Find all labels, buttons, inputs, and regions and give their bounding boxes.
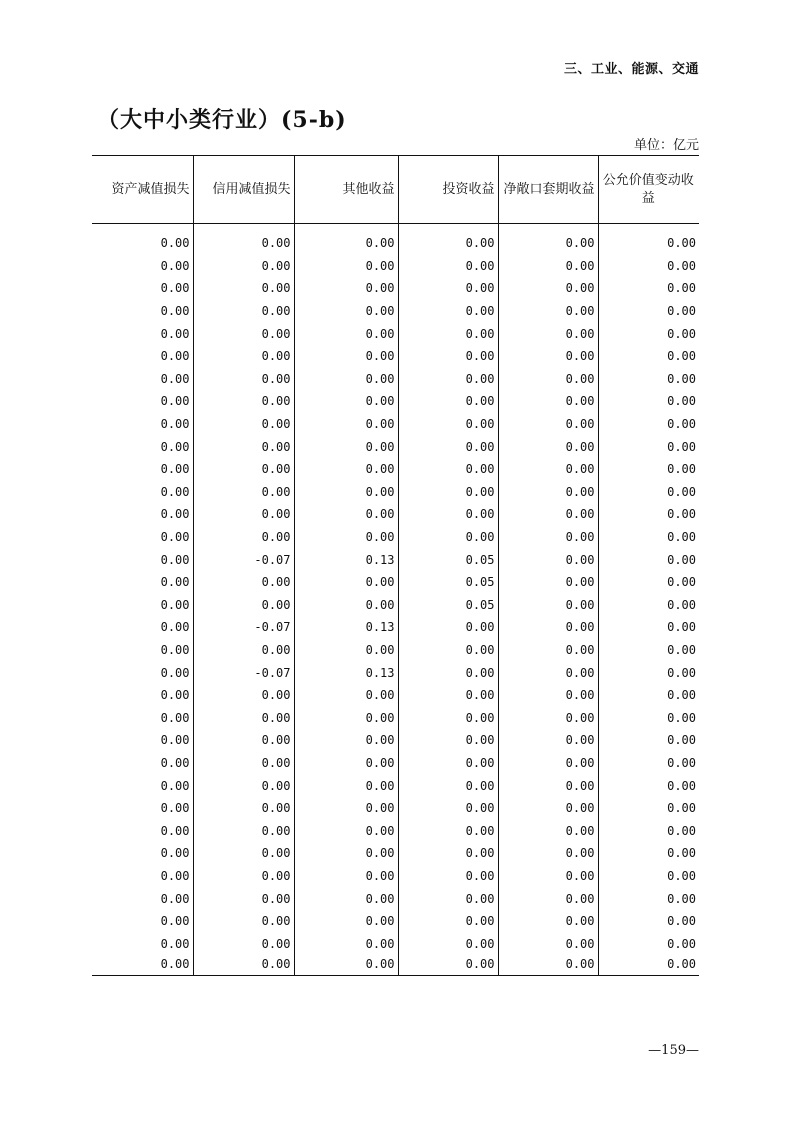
table-cell: 0.00 [160, 778, 190, 793]
table-row [92, 661, 699, 684]
table-cell: 0.00 [598, 910, 699, 933]
table-cell: 0.05 [398, 548, 498, 571]
table-row [92, 706, 699, 729]
table-cell: 0.00 [160, 733, 190, 748]
table-cell: 0.00 [294, 842, 398, 865]
table-cell: 0.00 [160, 304, 190, 319]
table-cell: 0.00 [193, 955, 294, 976]
table-cell: 0.00 [598, 481, 699, 504]
column-header: 其他收益 [294, 156, 398, 224]
table-cell: 0.00 [160, 462, 190, 477]
table-cell: 0.00 [498, 413, 598, 436]
table-row [92, 865, 699, 888]
table-cell: 0.00 [193, 322, 294, 345]
column-header: 资产减值损失 [92, 156, 193, 224]
table-cell: 0.00 [160, 891, 190, 906]
table-cell: 0.00 [193, 481, 294, 504]
table-cell: 0.00 [498, 932, 598, 955]
table-cell: 0.00 [598, 616, 699, 639]
table-cell: 0.00 [160, 846, 190, 861]
table-row [92, 277, 699, 300]
table-cell: 0.00 [294, 729, 398, 752]
table-cell: 0.00 [294, 639, 398, 662]
table-cell: 0.00 [498, 616, 598, 639]
table-cell: 0.00 [160, 688, 190, 703]
table-cell: 0.00 [193, 752, 294, 775]
table-cell: 0.00 [398, 413, 498, 436]
table-row [92, 390, 699, 413]
table-cell: 0.00 [498, 503, 598, 526]
table-row [92, 300, 699, 323]
table-cell: 0.00 [398, 887, 498, 910]
table-cell: 0.00 [193, 910, 294, 933]
table-row [92, 752, 699, 775]
table-cell: 0.00 [193, 842, 294, 865]
table-cell: 0.00 [498, 224, 598, 255]
table-row [92, 819, 699, 842]
table-cell: 0.00 [294, 910, 398, 933]
table-cell: 0.00 [294, 706, 398, 729]
table-cell: 0.00 [598, 300, 699, 323]
table-cell: 0.00 [294, 774, 398, 797]
table-cell: 0.00 [160, 936, 190, 951]
table-cell: 0.00 [598, 526, 699, 549]
table-cell: 0.00 [294, 684, 398, 707]
table-body [92, 224, 699, 976]
table-cell: -0.07 [193, 548, 294, 571]
table-cell: 0.00 [598, 594, 699, 617]
table-cell: 0.00 [294, 503, 398, 526]
column-header: 投资收益 [398, 156, 498, 224]
table-cell: 0.00 [398, 842, 498, 865]
table-cell: 0.00 [160, 801, 190, 816]
table-cell: 0.00 [398, 661, 498, 684]
table-cell: 0.00 [160, 665, 190, 680]
table-cell: 0.00 [398, 706, 498, 729]
table-cell: 0.00 [294, 819, 398, 842]
table-cell: 0.00 [294, 481, 398, 504]
table-cell: 0.00 [398, 819, 498, 842]
table-cell: 0.00 [398, 729, 498, 752]
table-cell: 0.00 [294, 322, 398, 345]
table-cell: 0.00 [398, 616, 498, 639]
table-cell: 0.00 [598, 955, 699, 976]
table-cell: 0.00 [498, 819, 598, 842]
table-cell: 0.00 [598, 224, 699, 255]
table-cell: 0.00 [193, 224, 294, 255]
table-cell: 0.00 [160, 281, 190, 296]
table-cell: 0.00 [193, 526, 294, 549]
table-cell: 0.00 [398, 277, 498, 300]
table-cell: 0.00 [294, 571, 398, 594]
table-cell: 0.00 [398, 932, 498, 955]
table-cell: 0.00 [498, 345, 598, 368]
table-cell: 0.00 [160, 755, 190, 770]
table-cell: 0.00 [160, 868, 190, 883]
table-cell: 0.00 [193, 684, 294, 707]
table-cell: 0.00 [160, 914, 190, 929]
table-cell: 0.00 [398, 797, 498, 820]
table-cell: 0.00 [598, 458, 699, 481]
table-cell: 0.00 [498, 368, 598, 391]
table-cell: 0.00 [598, 413, 699, 436]
table-row [92, 458, 699, 481]
table-cell: 0.00 [598, 819, 699, 842]
table-row [92, 526, 699, 549]
table-cell: 0.00 [294, 255, 398, 278]
table-cell: 0.00 [398, 910, 498, 933]
table-row [92, 639, 699, 662]
table-cell: 0.00 [160, 597, 190, 612]
table-cell: 0.00 [598, 368, 699, 391]
table-cell: 0.00 [398, 774, 498, 797]
table-cell: 0.00 [294, 458, 398, 481]
table-cell: 0.00 [193, 300, 294, 323]
table-cell: 0.00 [398, 752, 498, 775]
table-cell: 0.00 [193, 368, 294, 391]
table-cell: 0.00 [160, 823, 190, 838]
table-cell: 0.00 [498, 842, 598, 865]
table-row [92, 503, 699, 526]
table-cell: 0.00 [498, 390, 598, 413]
table-cell: 0.00 [598, 842, 699, 865]
table-row [92, 616, 699, 639]
table-cell: 0.00 [193, 390, 294, 413]
table-cell: 0.00 [193, 797, 294, 820]
table-cell: 0.00 [193, 503, 294, 526]
table-cell: 0.00 [398, 255, 498, 278]
data-table [92, 155, 699, 976]
table-cell: 0.00 [294, 932, 398, 955]
table-cell: 0.00 [598, 797, 699, 820]
table-cell: 0.00 [160, 552, 190, 567]
table-cell: 0.00 [598, 752, 699, 775]
table-cell: 0.00 [498, 865, 598, 888]
table-cell: 0.00 [598, 571, 699, 594]
table-cell: -0.07 [193, 616, 294, 639]
table-cell: 0.00 [598, 277, 699, 300]
table-cell: 0.00 [398, 435, 498, 458]
table-row [92, 368, 699, 391]
table-cell: 0.00 [598, 887, 699, 910]
table-cell: 0.00 [598, 548, 699, 571]
table-cell: 0.00 [598, 774, 699, 797]
table-cell: 0.00 [160, 394, 190, 409]
table-row [92, 413, 699, 436]
table-row [92, 932, 699, 955]
table-cell: 0.00 [193, 865, 294, 888]
table-cell: 0.00 [598, 345, 699, 368]
table-cell: 0.00 [598, 706, 699, 729]
table-cell: 0.00 [498, 774, 598, 797]
table-cell: 0.05 [398, 594, 498, 617]
table-cell: 0.00 [598, 322, 699, 345]
data-table-container [92, 155, 699, 976]
table-cell: 0.00 [398, 345, 498, 368]
table-cell: 0.00 [498, 481, 598, 504]
table-cell: 0.00 [498, 458, 598, 481]
table-cell: 0.00 [398, 458, 498, 481]
table-cell: 0.00 [160, 258, 190, 273]
table-cell: 0.00 [498, 322, 598, 345]
table-cell: 0.00 [398, 368, 498, 391]
table-cell: 0.05 [398, 571, 498, 594]
column-header: 信用减值损失 [193, 156, 294, 224]
table-cell: 0.00 [193, 729, 294, 752]
table-row [92, 548, 699, 571]
table-row [92, 955, 699, 976]
table-cell: -0.07 [193, 661, 294, 684]
table-cell: 0.00 [193, 932, 294, 955]
table-cell: 0.00 [598, 729, 699, 752]
table-cell: 0.00 [294, 390, 398, 413]
table-cell: 0.00 [294, 413, 398, 436]
table-cell: 0.00 [294, 368, 398, 391]
table-cell: 0.00 [398, 503, 498, 526]
table-cell: 0.00 [92, 955, 193, 976]
table-cell: 0.00 [193, 255, 294, 278]
table-cell: 0.00 [294, 887, 398, 910]
table-cell: 0.00 [498, 752, 598, 775]
table-row [92, 322, 699, 345]
table-cell: 0.00 [193, 458, 294, 481]
table-cell: 0.00 [160, 326, 190, 341]
table-cell: 0.00 [193, 819, 294, 842]
table-cell: 0.00 [498, 729, 598, 752]
table-cell: 0.00 [193, 706, 294, 729]
table-cell: 0.00 [398, 865, 498, 888]
table-cell: 0.00 [598, 639, 699, 662]
table-cell: 0.00 [498, 910, 598, 933]
table-row [92, 594, 699, 617]
table-cell: 0.00 [294, 797, 398, 820]
page-title: （大中小类行业）(5-b) [97, 107, 347, 133]
table-cell: 0.00 [294, 435, 398, 458]
table-cell: 0.00 [294, 345, 398, 368]
table-cell: 0.00 [398, 481, 498, 504]
table-cell: 0.00 [160, 236, 190, 251]
table-row [92, 345, 699, 368]
table-cell: 0.00 [294, 224, 398, 255]
table-cell: 0.00 [398, 322, 498, 345]
table-row [92, 842, 699, 865]
table-cell: 0.00 [193, 571, 294, 594]
section-header: 三、工业、能源、交通 [563, 62, 699, 77]
table-cell: 0.00 [498, 661, 598, 684]
table-cell: 0.00 [160, 710, 190, 725]
column-header: 公允价值变动收益 [598, 156, 699, 224]
table-cell: 0.00 [398, 526, 498, 549]
table-cell: 0.00 [193, 594, 294, 617]
table-cell: 0.00 [294, 277, 398, 300]
table-cell: 0.00 [160, 349, 190, 364]
table-cell: 0.00 [160, 371, 190, 386]
table-cell: 0.00 [160, 484, 190, 499]
table-cell: 0.00 [498, 300, 598, 323]
table-cell: 0.00 [160, 439, 190, 454]
unit-label: 单位：亿元 [633, 138, 699, 153]
table-cell: 0.00 [498, 571, 598, 594]
table-cell: 0.13 [294, 616, 398, 639]
table-cell: 0.00 [294, 955, 398, 976]
table-cell: 0.00 [498, 955, 598, 976]
table-cell: 0.00 [498, 548, 598, 571]
table-row [92, 729, 699, 752]
table-cell: 0.00 [294, 865, 398, 888]
table-cell: 0.00 [598, 684, 699, 707]
table-cell: 0.00 [598, 932, 699, 955]
table-cell: 0.00 [498, 639, 598, 662]
table-cell: 0.00 [598, 503, 699, 526]
table-cell: 0.00 [193, 435, 294, 458]
table-cell: 0.00 [398, 224, 498, 255]
table-row [92, 571, 699, 594]
table-cell: 0.13 [294, 661, 398, 684]
table-row [92, 774, 699, 797]
table-cell: 0.00 [160, 575, 190, 590]
table-cell: 0.00 [294, 594, 398, 617]
table-cell: 0.00 [398, 955, 498, 976]
table-cell: 0.00 [193, 277, 294, 300]
table-cell: 0.00 [193, 774, 294, 797]
table-row [92, 910, 699, 933]
table-row [92, 435, 699, 458]
table-cell: 0.00 [598, 661, 699, 684]
table-cell: 0.00 [498, 887, 598, 910]
table-cell: 0.00 [498, 255, 598, 278]
table-cell: 0.00 [160, 507, 190, 522]
table-cell: 0.00 [294, 752, 398, 775]
table-cell: 0.00 [398, 300, 498, 323]
table-cell: 0.00 [398, 684, 498, 707]
table-cell: 0.00 [294, 526, 398, 549]
column-header: 净敞口套期收益 [498, 156, 598, 224]
table-cell: 0.00 [193, 639, 294, 662]
table-cell: 0.00 [598, 865, 699, 888]
table-cell: 0.00 [160, 620, 190, 635]
table-cell: 0.00 [160, 530, 190, 545]
table-cell: 0.00 [498, 594, 598, 617]
table-cell: 0.00 [398, 390, 498, 413]
table-cell: 0.00 [598, 255, 699, 278]
table-cell: 0.00 [598, 390, 699, 413]
table-cell: 0.00 [598, 435, 699, 458]
table-row [92, 481, 699, 504]
table-cell: 0.00 [160, 417, 190, 432]
table-row [92, 684, 699, 707]
page-number: —159— [648, 1043, 699, 1058]
table-cell: 0.00 [294, 300, 398, 323]
table-cell: 0.00 [498, 435, 598, 458]
table-cell: 0.00 [193, 413, 294, 436]
table-row [92, 224, 699, 255]
table-cell: 0.13 [294, 548, 398, 571]
table-row [92, 797, 699, 820]
table-cell: 0.00 [398, 639, 498, 662]
table-cell: 0.00 [160, 642, 190, 657]
table-cell: 0.00 [193, 345, 294, 368]
table-cell: 0.00 [498, 277, 598, 300]
table-cell: 0.00 [498, 526, 598, 549]
table-cell: 0.00 [498, 797, 598, 820]
table-row [92, 255, 699, 278]
table-header-row [92, 156, 699, 224]
table-cell: 0.00 [193, 887, 294, 910]
table-cell: 0.00 [498, 684, 598, 707]
table-cell: 0.00 [498, 706, 598, 729]
table-row [92, 887, 699, 910]
